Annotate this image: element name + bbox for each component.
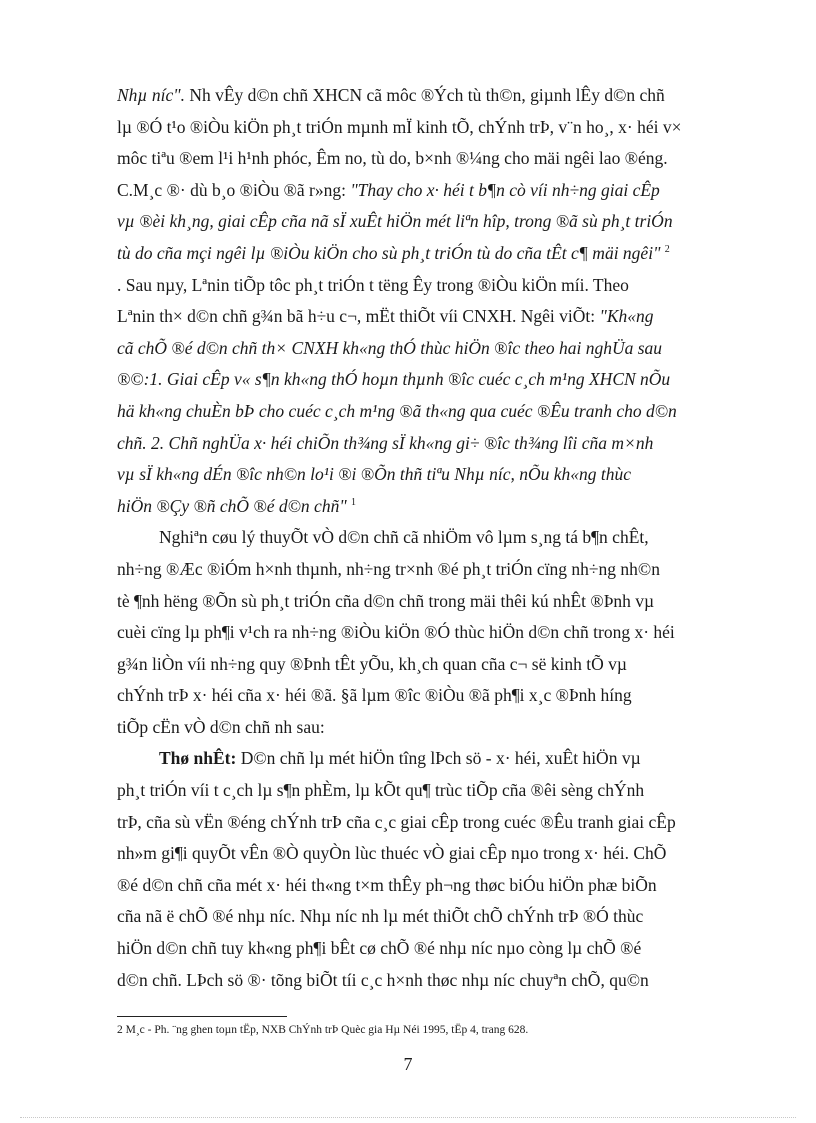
text-run: cã chÕ ®é d©n chñ th× CNXH kh«ng thÓ thùc hiÖn ®îc theo hai nghÜa sau xyxy=(117,337,663,358)
text-line xyxy=(117,333,735,365)
text-run: Nh vÊy d©n chñ XHCN cã môc ®Ých tù th©n, giµnh lÊy d©n chñ xyxy=(189,85,665,105)
text-run: ®é d©n chñ cña mét x· héi th«ng t×m thÊy ph¬ng thøc biÓu hiÖn phæ biÕn xyxy=(117,874,657,895)
text-line xyxy=(117,270,735,302)
footnote: 2 M¸c - Ph. ¨ng ghen toµn tËp, NXB ChÝnh trÞ Quèc gia Hµ Néi 1995, tËp 4, trang 628. xyxy=(117,1024,529,1036)
text-line xyxy=(117,807,735,839)
text-run: chÝnh trÞ x· héi cña x· héi ®ã. §ã lµm ®îc ®iÒu ®ã ph¶i x¸c ®Þnh híng xyxy=(117,685,632,706)
text-run: chñ. 2. Chñ nghÜa x· héi chiÕn th¾ng sÏ kh«ng gi÷ ®îc th¾ng lîi cña m×nh xyxy=(117,432,654,453)
text-run: Nhµ níc". xyxy=(117,85,190,105)
text-line xyxy=(117,175,735,207)
text-line xyxy=(117,838,735,870)
text-line xyxy=(117,364,735,396)
text-line xyxy=(117,396,735,428)
text-run: Lªnin th× d©n chñ g¾n bã h÷u c¬, mËt thiÕt víi CNXH. Ngêi viÕt: xyxy=(117,306,600,327)
footnote-divider xyxy=(117,1016,287,1017)
text-run: trÞ, cña sù vËn ®éng chÝnh trÞ cña c¸c giai cÊp trong cuéc ®Êu tranh giai cÊp xyxy=(117,811,676,832)
footnote-reference: 2 xyxy=(664,244,670,256)
text-run: D©n chñ lµ mét hiÖn tîng lÞch sö - x· héi, xuÊt hiÖn vµ xyxy=(236,748,641,769)
text-line xyxy=(117,617,735,649)
text-line xyxy=(117,301,735,333)
text-run: tiÕp cËn vÒ d©n chñ nh sau: xyxy=(117,716,325,737)
text-line xyxy=(117,775,735,807)
text-run: Nghiªn cøu lý thuyÕt vÒ d©n chñ cã nhiÖm vô lµm s¸ng tá b¶n chÊt, xyxy=(159,527,649,548)
text-line xyxy=(117,206,735,238)
text-run: d©n chñ. LÞch sö ®· tõng biÕt tíi c¸c h×nh thøc nhµ níc chuyªn chÕ, qu©n xyxy=(117,969,649,990)
text-run: "Kh«ng xyxy=(599,306,654,327)
text-run: g¾n liÒn víi nh÷ng quy ®Þnh tÊt yÕu, kh¸ch quan cña c¬ së kinh tÕ vµ xyxy=(117,653,627,674)
text-run: nh»m gi¶i quyÕt vÊn ®Ò quyÒn lùc thuéc vÒ giai cÊp nµo trong x· héi. ChÕ xyxy=(117,843,667,864)
page-bottom-border xyxy=(20,1117,796,1118)
text-line xyxy=(117,586,735,618)
text-run: môc tiªu ®em l¹i h¹nh phóc, Êm no, tù do, b×nh ®¼ng cho mäi ngêi lao ®éng. xyxy=(117,148,668,169)
text-run: ®©:1. Giai cÊp v« s¶n kh«ng thÓ hoµn thµnh ®îc cuéc c¸ch m¹ng XHCN nÕu xyxy=(117,369,671,390)
text-run: nh÷ng ®Æc ®iÓm h×nh thµnh, nh÷ng tr×nh ®é ph¸t triÓn cïng nh÷ng nh©n xyxy=(117,558,660,579)
footnote-reference: 1 xyxy=(351,496,357,508)
text-run: C.M¸c ®· dù b¸o ®iÒu ®ã r»ng: xyxy=(117,179,351,200)
text-run: hä kh«ng chuÈn bÞ cho cuéc c¸ch m¹ng ®ã th«ng qua cuéc ®Êu tranh cho d©n xyxy=(117,400,677,421)
text-line xyxy=(117,933,735,965)
text-line xyxy=(117,459,735,491)
text-run: hiÖn ®Çy ®ñ chÕ ®é d©n chñ" xyxy=(117,495,352,516)
text-line xyxy=(117,238,735,270)
text-run: "Thay cho x· héi t b¶n cò víi nh÷ng giai cÊp xyxy=(350,179,660,200)
text-run: . Sau nµy, Lªnin tiÕp tôc ph¸t triÓn t tëng Êy trong ®iÒu kiÖn míi. Theo xyxy=(117,274,629,295)
text-line xyxy=(117,428,735,460)
text-line xyxy=(117,522,735,554)
body-text xyxy=(117,80,735,996)
text-run: Thø nhÊt: xyxy=(159,748,237,769)
text-line xyxy=(117,491,735,523)
text-run: lµ ®Ó t¹o ®iÒu kiÖn ph¸t triÓn mµnh mÏ kinh tÕ, chÝnh trÞ, v¨n ho¸, x· héi v× xyxy=(117,116,682,137)
text-line xyxy=(117,143,735,175)
text-line xyxy=(117,870,735,902)
text-run: tù do cña mçi ngêi lµ ®iÒu kiÖn cho sù ph¸t triÓn tù do cña tÊt c¶ mäi ngêi" xyxy=(117,242,665,263)
text-run: vµ ®èi kh¸ng, giai cÊp cña nã sÏ xuÊt hiÖn mét liªn hîp, trong ®ã sù ph¸t triÓn xyxy=(117,211,673,232)
text-line xyxy=(117,80,735,112)
text-line xyxy=(117,112,735,144)
text-run: ph¸t triÓn víi t c¸ch lµ s¶n phÈm, lµ kÕt qu¶ trùc tiÕp cña ®êi sèng chÝnh xyxy=(117,780,645,801)
text-line xyxy=(117,712,735,744)
text-run: vµ sÏ kh«ng dÉn ®îc nh©n lo¹i ®i ®Õn thñ tiªu Nhµ níc, nÕu kh«ng thùc xyxy=(117,464,632,485)
text-line xyxy=(117,743,735,775)
text-line xyxy=(117,680,735,712)
text-run: cña nã ë chÕ ®é nhµ níc. Nhµ níc nh lµ mét thiÕt chÕ chÝnh trÞ ®Ó thùc xyxy=(117,906,644,927)
page-number: 7 xyxy=(403,1054,413,1074)
text-run: hiÖn d©n chñ tuy kh«ng ph¶i bÊt cø chÕ ®é nhµ níc nµo còng lµ chÕ ®é xyxy=(117,938,642,959)
text-run: tè ¶nh hëng ®Õn sù ph¸t triÓn cña d©n chñ trong mäi thêi kú nhÊt ®Þnh vµ xyxy=(117,590,655,611)
text-line xyxy=(117,554,735,586)
text-line xyxy=(117,965,735,997)
text-line xyxy=(117,649,735,681)
text-run: cuèi cïng lµ ph¶i v¹ch ra nh÷ng ®iÒu kiÖn ®Ó thùc hiÖn d©n chñ trong x· héi xyxy=(117,622,675,643)
text-line xyxy=(117,901,735,933)
